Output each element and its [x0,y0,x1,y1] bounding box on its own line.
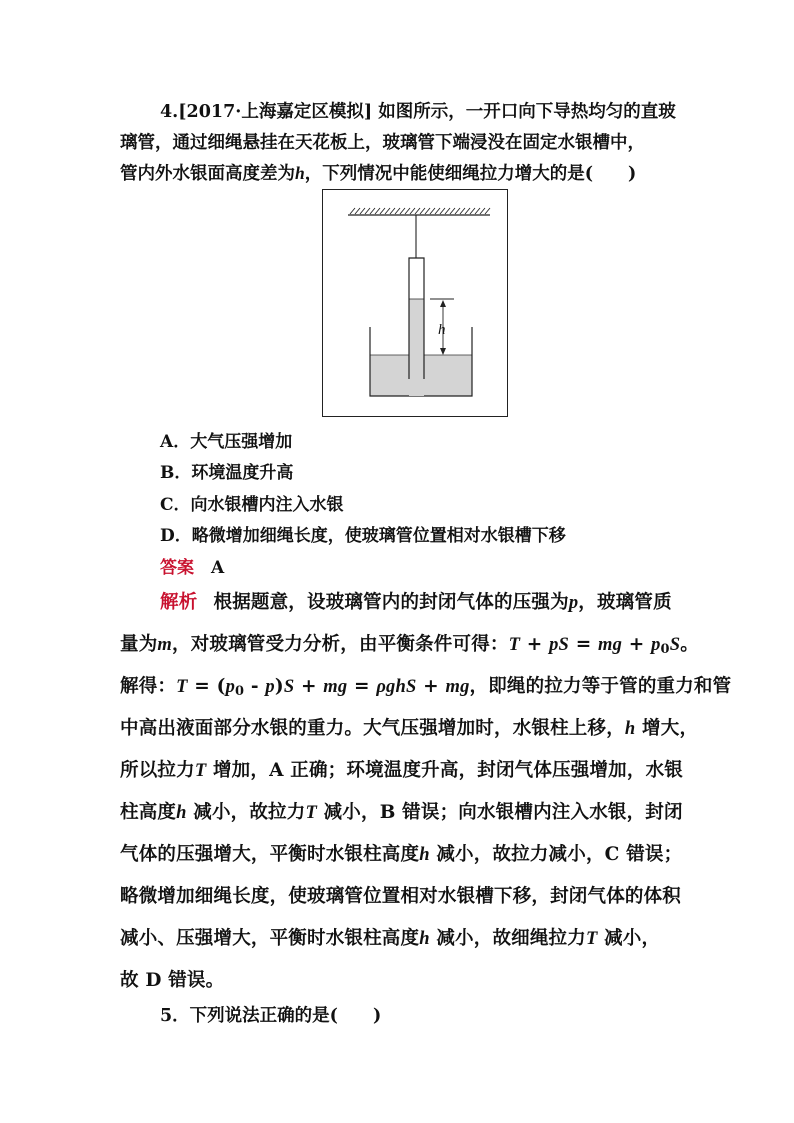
analysis-text: 减小、压强增大，平衡时水银柱高度 [120,928,420,949]
h-arrow-down [440,348,446,355]
analysis-line-7 [120,840,682,866]
analysis-text: ，玻璃管质 [578,592,672,613]
analysis-text: 所以拉力 [120,760,195,781]
analysis-text: 量为 [120,634,158,655]
question-5: 5．下列说法正确的是( ) [160,1006,382,1026]
var-h: h [419,845,430,865]
option-d: D．略微增加细绳长度，使玻璃管位置相对水银槽下移 [160,526,566,546]
solution-equation: $T = (p_0 - p)S$ + mg = ρghS + mg [176,676,470,700]
var-t: T [585,929,598,949]
analysis-line-9 [120,924,660,950]
ceiling-hatch [350,208,490,214]
analysis-text: 增加，A 正确；环境温度升高，封闭气体压强增加，水银 [206,760,683,781]
question-4-line-1: 4.[2017·上海嘉定区模拟] 如图所示，一开口向下导热均匀的直玻 [160,102,676,122]
h-arrow-up [440,300,446,307]
analysis-text: 增大， [635,718,699,739]
var-h: h [176,803,187,823]
analysis-line-3 [120,672,731,698]
option-a: A．大气压强增加 [160,432,293,452]
var-t: T [305,803,317,823]
analysis-text: 减小，故细绳拉力 [429,928,586,949]
analysis-label: 解析 [160,592,198,613]
analysis-line-8: 略微增加细绳长度，使玻璃管位置相对水银槽下移，封闭气体的体积 [120,886,682,907]
analysis-line-1 [160,588,672,614]
analysis-text: ，即绳的拉力等于管的重力和管 [469,676,732,697]
analysis-line-6 [120,798,683,824]
var-m: m [157,635,172,655]
apparatus-diagram [322,189,508,417]
option-b: B．环境温度升高 [160,463,294,483]
var-p: p [568,593,579,613]
analysis-text: 柱高度 [120,802,177,823]
analysis-text: 中高出液面部分水银的重力。大气压强增加时，水银柱上移， [120,718,625,739]
var-h: h [624,719,636,739]
analysis-line-10: 故 D 错误。 [120,970,225,991]
answer-value: A [211,558,225,578]
apparatus-figure [322,189,508,417]
h-label: h [438,322,446,338]
analysis-line-2 [120,630,699,656]
answer-label: 答案 [160,558,194,578]
analysis-text: ，对玻璃管受力分析，由平衡条件可得： [172,634,509,655]
var-h: h [419,929,430,949]
question-4-text: 管内外水银面高度差为 [120,164,295,184]
question-4-text: ，下列情况中能使细绳拉力增大的是( ) [304,164,637,184]
var-h: h [295,163,305,183]
analysis-text: 减小，故拉力 [186,802,306,823]
mercury-column-fill [409,299,424,396]
analysis-text: 气体的压强增大，平衡时水银柱高度 [120,844,420,865]
analysis-text: 减小，故拉力减小，C 错误； [429,844,683,865]
analysis-text: 根据题意，设玻璃管内的封闭气体的压强为 [213,592,569,613]
question-4-line-2: 璃管，通过细绳悬挂在天花板上，玻璃管下端浸没在固定水银槽中， [120,133,645,153]
analysis-text: 减小，B 错误；向水银槽内注入水银，封闭 [316,802,683,823]
analysis-line-5 [120,756,683,782]
equilibrium-equation: T + pS = mg + $p_0S$。 [508,634,699,658]
option-c: C．向水银槽内注入水银 [160,495,344,515]
analysis-text: 解得： [120,676,177,697]
analysis-text: 减小， [597,928,661,949]
analysis-line-4 [120,714,698,740]
answer-line [160,553,224,578]
question-4-line-3 [120,160,636,185]
var-t: T [194,761,207,781]
